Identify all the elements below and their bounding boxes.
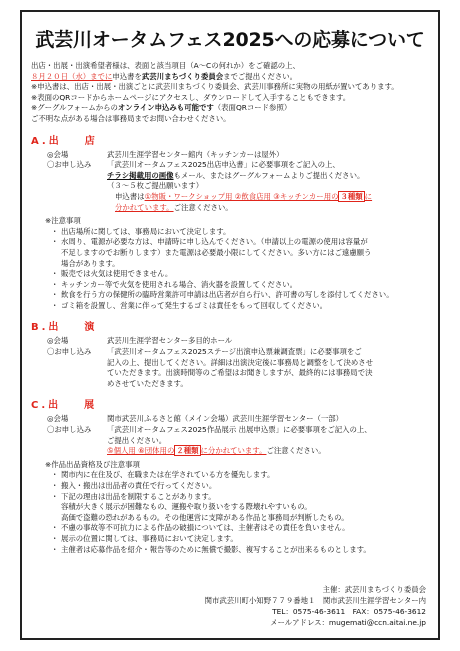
note-item: ・ 搬入・搬出は出品者の責任で行ってください。	[51, 481, 217, 490]
form-types: に	[364, 191, 373, 201]
venue-value: 武芸川生涯学習センター多目的ホール	[107, 336, 233, 346]
phone-fax-line: TEL：0575-46-3611 FAX：0575-46-3612	[272, 607, 426, 616]
intro-line-1	[31, 61, 431, 72]
venue-label: ◎会場	[47, 336, 69, 346]
apply-text: 「武芸川オータムフェス2025作品展示 出展申込票」に必要事項をご記入の上、	[107, 425, 372, 435]
intro-text: ※グーグルフォームからの	[31, 103, 118, 113]
intro-line-3: ※申込書は、出店・出展・出演ごとに武芸川まちづくり委員会、武芸川事務所に実物の用紙が置いてあります。	[31, 82, 399, 92]
section-a-apply-3: （３〜５枚ご提出願います）	[107, 181, 204, 191]
intro-text: 申込書を	[112, 71, 142, 81]
section-name: 出 店	[48, 135, 103, 147]
section-a-venue	[31, 150, 431, 161]
section-a-apply-4	[31, 192, 431, 203]
page-title: 武芸川オータムフェス2025への応募について	[35, 29, 425, 51]
section-a-apply-2	[31, 171, 431, 182]
note-item: ・ ゴミ箱を設置し、営業に伴って発生するゴミは責任をもって回収してください。	[51, 300, 328, 310]
organizer-name: 武芸川まちづくり委員会	[141, 71, 224, 81]
note-item-cont: 場合があります。	[61, 258, 120, 268]
deadline-date: ８月２０日（水）までに	[31, 71, 113, 81]
note-item: ・ 水周り、電源が必要な方は、申請時に申し込んでください。（申請以上の電源の使用は容量が	[51, 237, 368, 247]
form-types: ⑤個人用 ⑥団体用の	[107, 446, 175, 456]
apply-text: 申込書は	[115, 191, 145, 201]
note-item: ・ 不慮の事故等不可抗力による作品の破損については、主催者はその責任を負いません。	[51, 523, 350, 533]
organizer-line: 主催：武芸川まちづくり委員会	[322, 585, 426, 594]
note-item-cont: 容積が大きく展示が困難なもの、運搬や取り扱いをする際壊れやすいもの。	[61, 502, 312, 512]
note-item-cont: 不足しますのでお断りします）また電源は必要最小限にしてください。多い方にはご遠慮願う	[61, 247, 372, 257]
section-c-notes-heading: ※作品出品資格及び注意事項	[45, 459, 140, 469]
venue-value: 武芸川生涯学習センター館内（キッチンカーは屋外）	[107, 149, 284, 159]
intro	[31, 61, 431, 125]
section-c-apply-2: ご提出ください。	[107, 435, 167, 445]
form-count: ２種類	[176, 446, 199, 456]
footer-contact	[205, 584, 426, 628]
apply-label: 〇お申し込み	[47, 160, 92, 170]
venue-value: 関市武芸川ふるさと館（メイン会場）武芸川生涯学習センター（一部）	[107, 414, 344, 424]
flyer-image-note: チラシ掲載用の画像	[107, 170, 174, 180]
intro-line-2	[31, 72, 431, 83]
section-c-venue	[31, 414, 431, 425]
section-b-apply	[31, 347, 431, 358]
note-item: ・ 飲食を行う方の保健所の臨時営業許可申請は出店者が自ら行い、許可書の写しを添付してください。	[51, 290, 394, 300]
note-item: ・ キッチンカー等で火気を使用される場合、消火器を設置してください。	[51, 279, 297, 289]
section-letter: B.	[31, 322, 49, 334]
note-item: ・ 出店場所に関しては、事務局において決定します。	[51, 226, 231, 236]
section-b-apply-4: めさせていただきます。	[107, 378, 188, 388]
venue-label: ◎会場	[47, 149, 69, 159]
note-item: ・ 主催者は応募作品を紹介・報告等のために無償で撮影、複写することが出来るものとします。	[51, 544, 371, 554]
form-types: に分かれています。	[200, 446, 267, 456]
apply-text: 「武芸川オータムフェス2025出店申込書」に必要事項をご記入の上、	[107, 160, 340, 170]
address-line: 関市武芸川町小知野７７９番地１ 関市武芸川生涯学習センター内	[204, 596, 426, 605]
section-letter: A.	[31, 135, 49, 147]
document-body	[31, 61, 431, 555]
apply-text: もメール、またはグーグルフォームよりご提出ください。	[173, 170, 365, 180]
apply-label: 〇お申し込み	[47, 347, 92, 357]
section-a-notes-heading: ※注意事項	[45, 216, 81, 226]
note-item: ・ 下記の理由は出品を制限することがあります。	[51, 491, 216, 501]
section-a-heading	[31, 135, 431, 148]
email-line: メールアドレス：mugemati@ccn.aitai.ne.jp	[270, 618, 426, 627]
section-a-apply-5	[31, 203, 431, 214]
section-b-venue	[31, 336, 431, 347]
intro-line-4: ※表面のQRコードからホームページにアクセスし、ダウンロードして入手することもできます。	[31, 92, 351, 102]
section-b-heading	[31, 321, 431, 334]
intro-text: （表面QRコード参照）	[213, 103, 292, 113]
online-apply-note: オンライン申込みも可能です	[117, 103, 214, 113]
apply-text: ご注意ください。	[266, 446, 326, 456]
section-name: 出 演	[48, 322, 103, 334]
form-types: ①物販・ワークショップ用 ②飲食店用 ③キッチンカー用の	[144, 191, 339, 201]
section-name: 出 展	[48, 400, 103, 412]
section-a-apply	[31, 160, 431, 171]
apply-label: 〇お申し込み	[47, 425, 92, 435]
section-c-apply	[31, 425, 431, 436]
note-item-cont: 高価で盗難の恐れがあるもの。その他運営に支障がある作品と事務局が判断したもの。	[61, 512, 349, 522]
intro-text: までご提出ください。	[223, 71, 298, 81]
section-c-apply-3	[31, 446, 431, 457]
intro-line-6: ご不明な点がある場合は事務局までお問い合わせください。	[31, 113, 231, 123]
section-letter: C.	[31, 400, 49, 412]
section-c-heading	[31, 399, 431, 412]
section-b-apply-2: 記入の上、提出してください。詳細は出演決定後に事務局と調整をして決めさせ	[107, 357, 374, 367]
apply-text: 「武芸川オータムフェス2025ステージ出演申込票兼調査票」に必要事項をご	[107, 347, 362, 357]
form-count: ３種類	[340, 191, 363, 201]
apply-text: ご注意ください。	[173, 202, 233, 212]
section-b-apply-3: ていただきます。出演時間等のご希望はお聞きしますが、最終的には事務局で決	[107, 368, 373, 378]
note-item: ・ 販売では火気は使用できません。	[51, 269, 173, 279]
note-item: ・ 関市内に在住及び、在職または在学されている方を優先します。	[51, 470, 275, 480]
venue-label: ◎会場	[47, 414, 69, 424]
intro-text: 出店・出展・出演希望者様は、表面と該当項目（A〜Cの何れか）をご確認の上、	[31, 61, 300, 70]
form-types: 分かれています。	[115, 202, 174, 212]
intro-line-5	[31, 103, 431, 114]
note-item: ・ 展示の位置に関しては、事務局において決定します。	[51, 533, 238, 543]
